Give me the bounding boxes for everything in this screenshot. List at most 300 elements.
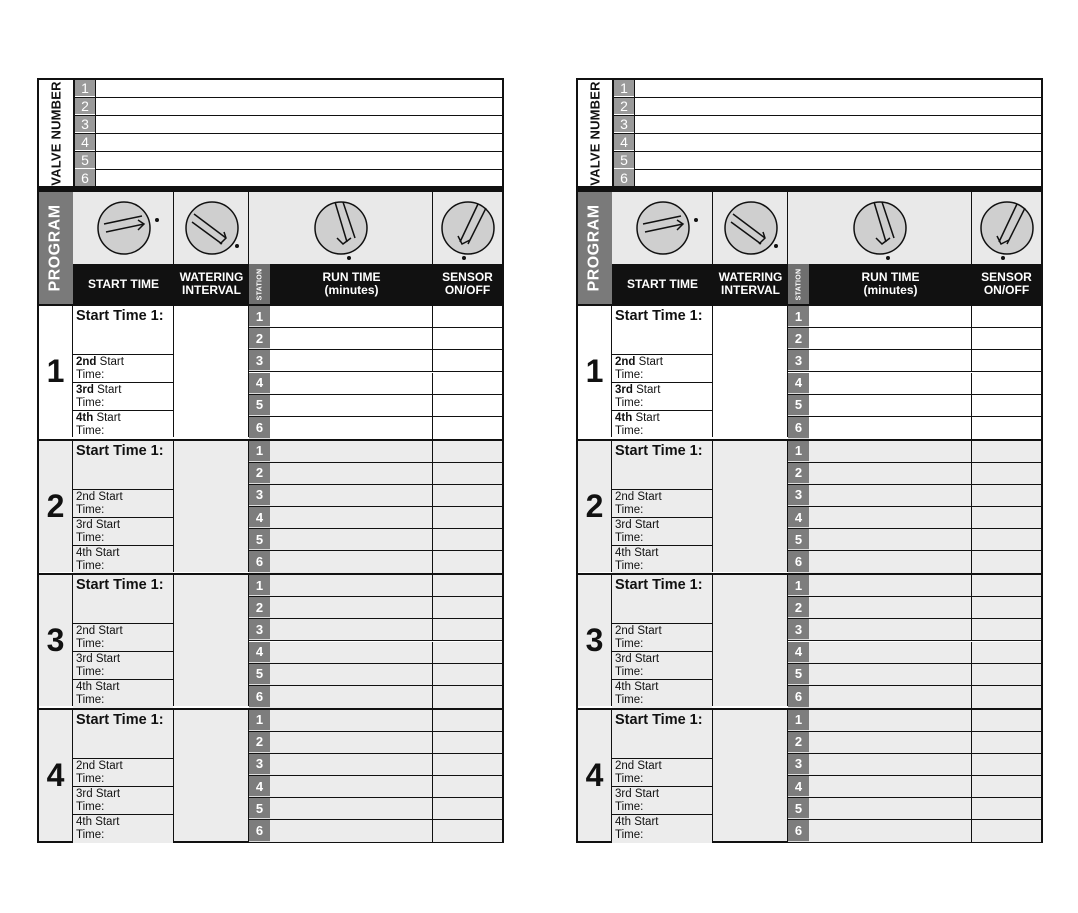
run-time-field[interactable] [270, 575, 433, 596]
station-number: 6 [788, 820, 809, 842]
additional-start-time-field[interactable] [73, 355, 173, 383]
start-time-1-field[interactable]: Start Time 1: [73, 575, 173, 624]
station-row [249, 373, 502, 395]
schedule-card-left [37, 78, 504, 843]
run-time-field[interactable] [809, 551, 972, 573]
station-row [788, 395, 1041, 417]
valve-name-field[interactable] [634, 80, 1041, 97]
start-word: Start [92, 653, 121, 665]
valve-number-badge: 2 [614, 98, 634, 115]
run-time-field[interactable] [270, 463, 433, 484]
station-number: 5 [249, 664, 270, 685]
start-word: Start [631, 815, 659, 828]
station-number: 2 [249, 732, 270, 753]
run-time-field[interactable] [809, 664, 972, 685]
station-number: 4 [788, 507, 809, 528]
station-row [249, 328, 502, 350]
run-time-header-l2: (minutes) [863, 283, 918, 297]
sensor-field[interactable] [433, 485, 502, 506]
sensor-field[interactable] [972, 395, 1041, 416]
start-time-word: Time: [615, 397, 644, 409]
run-time-header [270, 264, 433, 304]
station-header-label: STATION [256, 268, 264, 300]
run-time-field[interactable] [809, 710, 972, 731]
run-time-field[interactable] [809, 463, 972, 484]
station-number: 3 [788, 754, 809, 775]
additional-start-time-field[interactable] [73, 518, 173, 546]
sensor-field[interactable] [972, 373, 1041, 394]
sensor-field[interactable] [972, 619, 1041, 640]
run-time-dial-icon [788, 192, 972, 264]
additional-start-time-field[interactable] [612, 680, 712, 708]
watering-interval-field[interactable] [174, 306, 249, 437]
sensor-field[interactable] [433, 642, 502, 663]
station-number: 1 [249, 575, 270, 596]
run-time-field[interactable] [270, 597, 433, 618]
sensor-field[interactable] [433, 441, 502, 462]
additional-start-time-field[interactable] [612, 815, 712, 843]
additional-start-time-field[interactable] [612, 652, 712, 680]
start-ordinal: 4th [615, 681, 631, 693]
valve-number-badge: 1 [75, 80, 95, 97]
run-time-field[interactable] [809, 642, 972, 663]
run-time-field[interactable] [809, 732, 972, 753]
valve-number-badge: 5 [75, 152, 95, 169]
sensor-field[interactable] [972, 350, 1041, 371]
sensor-field[interactable] [972, 798, 1041, 819]
start-time-1-field[interactable]: Start Time 1: [612, 306, 712, 355]
start-time-header: START TIME [626, 276, 699, 291]
valve-number-label-cell [578, 80, 614, 186]
additional-start-time-field[interactable] [73, 546, 173, 574]
station-row [788, 529, 1041, 551]
run-time-field[interactable] [270, 686, 433, 708]
station-row [249, 686, 502, 708]
station-number: 5 [249, 798, 270, 819]
start-time-word: Time: [76, 503, 105, 516]
run-time-field[interactable] [809, 798, 972, 819]
station-number: 6 [788, 686, 809, 708]
station-number: 1 [788, 306, 809, 327]
watering-interval-header-l2: INTERVAL [721, 283, 780, 297]
sensor-field[interactable] [972, 686, 1041, 708]
station-number: 3 [249, 619, 270, 640]
sensor-field[interactable] [972, 463, 1041, 484]
sensor-field[interactable] [972, 441, 1041, 462]
program-number: 1 [578, 306, 612, 437]
run-time-field[interactable] [270, 441, 433, 462]
sensor-dial-icon [433, 192, 502, 264]
valve-name-field[interactable] [634, 134, 1041, 151]
valve-name-field[interactable] [95, 134, 502, 151]
sensor-field[interactable] [433, 619, 502, 640]
run-time-field[interactable] [270, 710, 433, 731]
start-time-word: Time: [76, 369, 105, 381]
sensor-field[interactable] [433, 417, 502, 439]
sensor-field[interactable] [433, 664, 502, 685]
start-times-cell [612, 441, 713, 572]
additional-start-time-field[interactable] [612, 787, 712, 815]
additional-start-time-field[interactable] [73, 411, 173, 439]
station-row [788, 507, 1041, 529]
sensor-field[interactable] [433, 529, 502, 550]
station-row [249, 485, 502, 507]
station-row [249, 820, 502, 842]
sensor-field[interactable] [433, 507, 502, 528]
run-time-field[interactable] [809, 373, 972, 394]
valve-name-field[interactable] [634, 169, 1041, 187]
start-times-cell [612, 575, 713, 706]
station-number: 2 [249, 328, 270, 349]
valve-name-field[interactable] [95, 80, 502, 97]
start-word: Start [95, 490, 123, 503]
run-time-field[interactable] [809, 776, 972, 797]
sensor-field[interactable] [433, 373, 502, 394]
sensor-field[interactable] [972, 597, 1041, 618]
start-word: Start [93, 412, 121, 424]
station-row [788, 710, 1041, 732]
additional-start-time-field[interactable] [612, 759, 712, 787]
start-time-word: Time: [76, 531, 105, 544]
additional-start-time-field[interactable] [73, 680, 173, 708]
start-time-word: Time: [76, 666, 105, 678]
run-time-field[interactable] [809, 597, 972, 618]
start-time-1-field[interactable]: Start Time 1: [73, 306, 173, 355]
station-number: 6 [788, 417, 809, 439]
station-row [788, 575, 1041, 597]
sensor-field[interactable] [433, 551, 502, 573]
valve-name-field[interactable] [95, 98, 502, 115]
station-row [249, 664, 502, 686]
program-number: 3 [39, 575, 73, 706]
run-time-header-l1: RUN TIME [322, 270, 381, 284]
run-time-field[interactable] [270, 350, 433, 371]
start-time-1-field[interactable]: Start Time 1: [73, 441, 173, 490]
run-time-field[interactable] [270, 619, 433, 640]
start-word: Start [631, 681, 659, 693]
sensor-field[interactable] [433, 710, 502, 731]
valve-number-badge: 6 [75, 169, 95, 187]
run-time-field[interactable] [809, 529, 972, 550]
start-ordinal: 3rd [615, 787, 632, 800]
run-time-dial-icon [249, 192, 433, 264]
station-row [788, 441, 1041, 463]
watering-interval-field[interactable] [174, 441, 249, 572]
start-word: Start [631, 546, 659, 559]
sensor-field[interactable] [972, 664, 1041, 685]
sensor-field[interactable] [972, 820, 1041, 842]
station-row [788, 373, 1041, 395]
sensor-field[interactable] [433, 686, 502, 708]
valve-name-field[interactable] [95, 152, 502, 169]
run-time-field[interactable] [809, 754, 972, 775]
column-header-row [73, 264, 502, 304]
program-label-cell [39, 192, 73, 304]
additional-start-time-field[interactable] [612, 518, 712, 546]
station-row [249, 597, 502, 619]
station-number: 1 [788, 710, 809, 731]
start-time-1-field[interactable]: Start Time 1: [612, 441, 712, 490]
valve-name-field[interactable] [95, 116, 502, 133]
station-row [249, 798, 502, 820]
sensor-field[interactable] [972, 776, 1041, 797]
additional-start-time-field[interactable] [73, 383, 173, 411]
sensor-field[interactable] [433, 350, 502, 371]
station-number: 6 [249, 820, 270, 842]
run-time-field[interactable] [809, 507, 972, 528]
program-number: 2 [39, 441, 73, 572]
sensor-field[interactable] [972, 575, 1041, 596]
start-times-cell [73, 575, 174, 706]
sensor-field[interactable] [972, 507, 1041, 528]
program-number: 4 [39, 710, 73, 841]
station-number: 1 [788, 575, 809, 596]
sensor-field[interactable] [972, 710, 1041, 731]
valve-name-field[interactable] [95, 169, 502, 187]
additional-start-time-field[interactable] [612, 546, 712, 574]
station-number: 6 [249, 417, 270, 439]
start-time-1-field[interactable]: Start Time 1: [612, 710, 712, 759]
sensor-field[interactable] [972, 642, 1041, 663]
watering-interval-field[interactable] [713, 441, 788, 572]
valve-name-field[interactable] [634, 98, 1041, 115]
station-row [788, 463, 1041, 485]
sensor-field[interactable] [972, 328, 1041, 349]
start-word: Start [634, 759, 662, 772]
start-word: Start [634, 625, 662, 637]
run-time-field[interactable] [270, 642, 433, 663]
run-time-field[interactable] [270, 529, 433, 550]
run-time-field[interactable] [809, 328, 972, 349]
valve-number-label: VALVE NUMBER [48, 80, 64, 186]
run-time-field[interactable] [270, 373, 433, 394]
station-row [249, 529, 502, 551]
station-number: 5 [788, 395, 809, 416]
run-time-field[interactable] [270, 306, 433, 327]
start-time-word: Time: [615, 503, 644, 516]
valve-row [75, 152, 502, 170]
station-number: 3 [249, 754, 270, 775]
watering-interval-header [174, 264, 249, 304]
sensor-field[interactable] [433, 575, 502, 596]
sensor-field[interactable] [433, 776, 502, 797]
additional-start-time-field[interactable] [73, 490, 173, 518]
program-block [39, 439, 502, 572]
run-time-field[interactable] [270, 485, 433, 506]
run-time-field[interactable] [809, 306, 972, 327]
run-time-field[interactable] [270, 732, 433, 753]
station-row [249, 732, 502, 754]
additional-start-time-field[interactable] [73, 815, 173, 843]
run-time-field[interactable] [809, 441, 972, 462]
additional-start-time-field[interactable] [73, 624, 173, 652]
start-time-word: Time: [76, 694, 105, 706]
start-ordinal: 2nd [76, 356, 97, 368]
watering-interval-header [713, 264, 788, 304]
start-ordinal: 4th [615, 815, 631, 828]
valve-name-field[interactable] [634, 116, 1041, 133]
station-row [249, 776, 502, 798]
station-row [249, 575, 502, 597]
watering-interval-field[interactable] [713, 575, 788, 706]
additional-start-time-field[interactable] [73, 787, 173, 815]
program-number: 3 [578, 575, 612, 706]
run-time-field[interactable] [809, 686, 972, 708]
start-ordinal: 4th [615, 546, 631, 559]
station-number: 3 [788, 619, 809, 640]
run-time-field[interactable] [270, 664, 433, 685]
sensor-field[interactable] [433, 306, 502, 327]
sensor-field[interactable] [433, 754, 502, 775]
sensor-header-l1: SENSOR [442, 270, 493, 284]
station-row [788, 619, 1041, 641]
sensor-field[interactable] [433, 732, 502, 753]
run-time-field[interactable] [809, 395, 972, 416]
additional-start-time-field[interactable] [73, 652, 173, 680]
run-time-field[interactable] [270, 507, 433, 528]
station-row [249, 306, 502, 328]
sensor-field[interactable] [972, 551, 1041, 573]
start-word: Start [631, 653, 660, 665]
run-time-field[interactable] [809, 820, 972, 842]
run-time-field[interactable] [270, 417, 433, 439]
station-number: 4 [249, 507, 270, 528]
sensor-field[interactable] [433, 463, 502, 484]
start-word: Start [631, 787, 660, 800]
station-row [788, 485, 1041, 507]
additional-start-time-field[interactable] [612, 383, 712, 411]
start-time-1-field[interactable]: Start Time 1: [612, 575, 712, 624]
station-row [249, 507, 502, 529]
start-time-1-field[interactable]: Start Time 1: [73, 710, 173, 759]
program-label: PROGRAM [47, 204, 64, 292]
run-time-field[interactable] [270, 776, 433, 797]
run-time-field[interactable] [270, 754, 433, 775]
run-time-field[interactable] [809, 417, 972, 439]
sensor-field[interactable] [972, 485, 1041, 506]
sensor-field[interactable] [972, 754, 1041, 775]
start-time-word: Time: [615, 772, 644, 785]
station-number: 1 [249, 441, 270, 462]
start-times-cell [612, 306, 713, 437]
station-number: 6 [249, 686, 270, 708]
station-number: 3 [788, 485, 809, 506]
station-header-label: STATION [795, 268, 803, 300]
start-time-word: Time: [615, 559, 644, 572]
station-row [788, 328, 1041, 350]
watering-interval-field[interactable] [713, 306, 788, 437]
valve-number-section [578, 80, 1041, 186]
start-ordinal: 2nd [615, 625, 635, 637]
start-word: Start [92, 787, 121, 800]
sensor-field[interactable] [433, 798, 502, 819]
start-time-word: Time: [615, 638, 644, 650]
station-number: 2 [788, 732, 809, 753]
sensor-field[interactable] [972, 529, 1041, 550]
station-number: 2 [249, 463, 270, 484]
station-number: 3 [249, 485, 270, 506]
program-number: 4 [578, 710, 612, 841]
station-row [788, 798, 1041, 820]
station-row [788, 820, 1041, 842]
run-time-field[interactable] [809, 619, 972, 640]
start-ordinal: 3rd [76, 384, 94, 396]
start-ordinal: 3rd [76, 787, 93, 800]
additional-start-time-field[interactable] [73, 759, 173, 787]
run-time-field[interactable] [270, 395, 433, 416]
run-time-field[interactable] [270, 551, 433, 573]
station-row [249, 551, 502, 573]
station-number: 5 [788, 529, 809, 550]
valve-number-badge: 3 [614, 116, 634, 133]
run-time-field[interactable] [809, 485, 972, 506]
sensor-field[interactable] [972, 417, 1041, 439]
station-header [249, 264, 270, 304]
start-word: Start [93, 384, 122, 396]
watering-interval-field[interactable] [174, 710, 249, 841]
station-number: 6 [249, 551, 270, 573]
run-time-field[interactable] [270, 820, 433, 842]
additional-start-time-field[interactable] [612, 624, 712, 652]
valve-row [614, 116, 1041, 134]
watering-interval-dial-icon [713, 192, 788, 264]
start-word: Start [96, 356, 124, 368]
valve-number-badge: 6 [614, 169, 634, 187]
sensor-field[interactable] [433, 597, 502, 618]
run-time-field[interactable] [809, 575, 972, 596]
station-row [788, 642, 1041, 664]
station-number: 2 [788, 597, 809, 618]
sensor-field[interactable] [972, 732, 1041, 753]
dial-row [612, 192, 1041, 264]
valve-row [75, 169, 502, 187]
sensor-header-l2: ON/OFF [444, 283, 491, 297]
run-time-field[interactable] [270, 328, 433, 349]
station-row [788, 664, 1041, 686]
station-row [788, 350, 1041, 372]
start-time-word: Time: [615, 800, 644, 813]
start-time-dial-icon [612, 192, 713, 264]
sensor-field[interactable] [433, 328, 502, 349]
start-time-word: Time: [615, 666, 644, 678]
station-number: 3 [249, 350, 270, 371]
start-times-cell [612, 710, 713, 841]
sensor-field[interactable] [972, 306, 1041, 327]
sensor-field[interactable] [433, 395, 502, 416]
start-ordinal: 2nd [615, 356, 636, 368]
station-row [788, 597, 1041, 619]
run-time-field[interactable] [270, 798, 433, 819]
start-ordinal: 2nd [76, 490, 96, 503]
watering-interval-field[interactable] [174, 575, 249, 706]
sensor-header-l2: ON/OFF [983, 283, 1030, 297]
additional-start-time-field[interactable] [612, 490, 712, 518]
run-time-field[interactable] [809, 350, 972, 371]
additional-start-time-field[interactable] [612, 411, 712, 439]
station-row [788, 417, 1041, 439]
valve-name-field[interactable] [634, 152, 1041, 169]
start-ordinal: 3rd [615, 384, 633, 396]
program-label-cell [578, 192, 612, 304]
start-ordinal: 2nd [76, 759, 96, 772]
sensor-field[interactable] [433, 820, 502, 842]
station-number: 5 [249, 395, 270, 416]
watering-interval-field[interactable] [713, 710, 788, 841]
start-ordinal: 3rd [76, 653, 93, 665]
run-time-header-l2: (minutes) [324, 283, 379, 297]
additional-start-time-field[interactable] [612, 355, 712, 383]
start-time-word: Time: [76, 559, 105, 572]
